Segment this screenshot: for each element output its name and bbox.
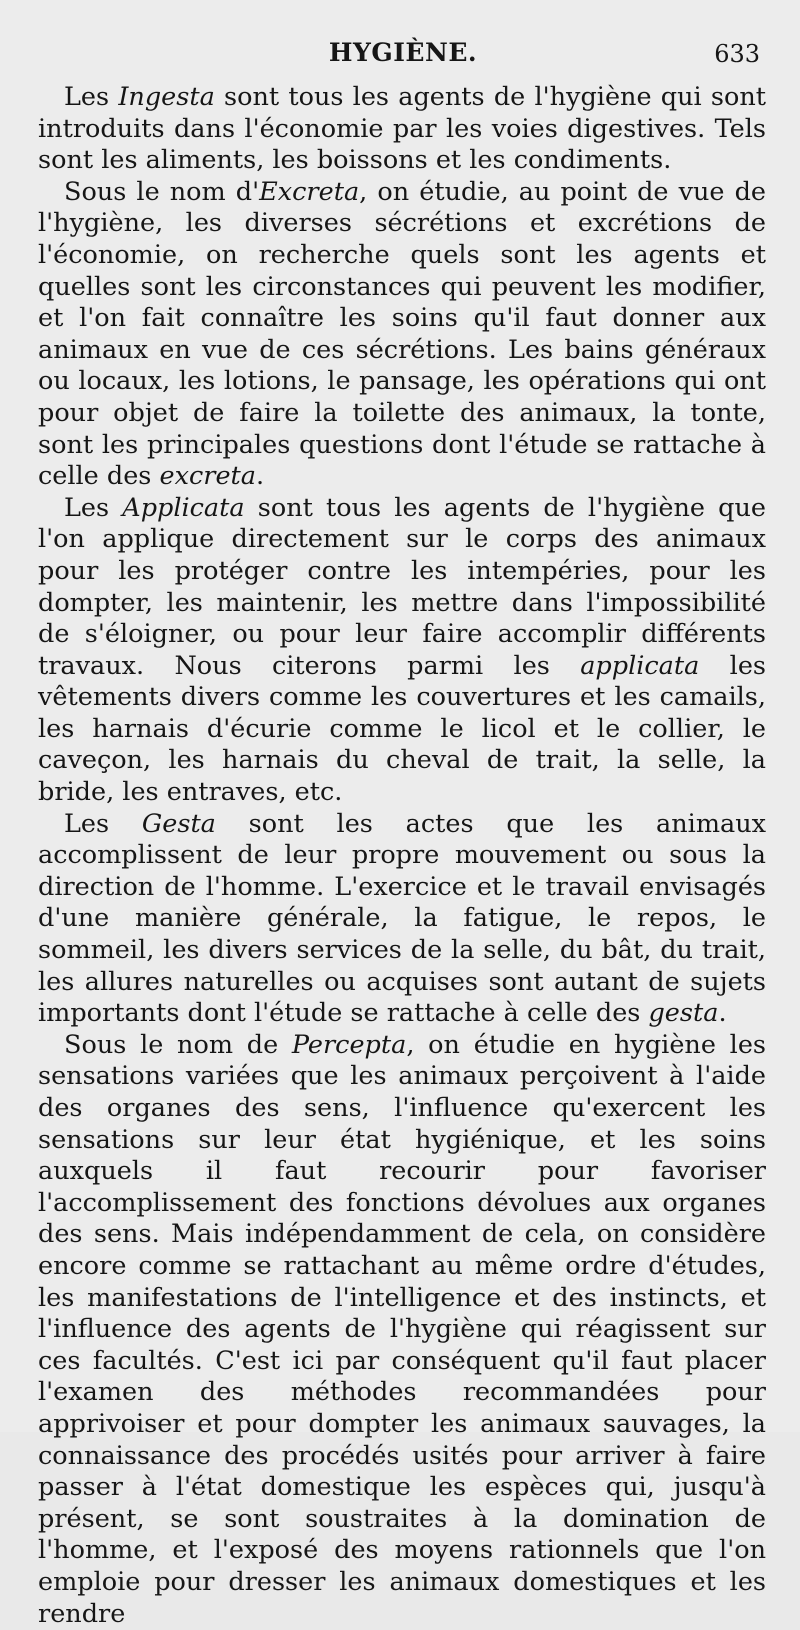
latin-term: Excreta xyxy=(259,176,360,207)
paragraph-ingesta xyxy=(38,82,766,177)
latin-term: Applicata xyxy=(122,492,245,523)
paragraph-text: . xyxy=(255,461,265,492)
paragraph-gesta xyxy=(38,809,766,1030)
paragraph-text: . xyxy=(718,998,727,1029)
page-number: 633 xyxy=(714,40,760,68)
paragraph-text: Les xyxy=(64,492,123,523)
paragraph-text: Les xyxy=(64,82,119,112)
latin-term: Percepta xyxy=(291,1029,407,1060)
page-header xyxy=(38,38,768,74)
paragraph-text: Les xyxy=(64,808,142,839)
paragraph-text: , on étudie, au point de vue de l'hygiène, les diverses sécrétions et excrétions de l'économie, on recherche quels sont les agents et quelles sont les circonstances qui peuvent les modifier, et l'on fait connaître les soins qu'il faut donner aux animaux en vue de ces sécrétions. Les bains généraux ou locaux, les lotions, le pansage, les opérations qui ont pour objet de faire la toilette des animaux, la tonte, sont les principales questions dont l'étude se rattache à celle des xyxy=(38,176,767,492)
paragraph-applicata xyxy=(38,493,766,809)
paragraph-text: Sous le nom de xyxy=(64,1029,292,1060)
paragraph-text: Sous le nom d' xyxy=(64,176,260,207)
paragraph-text: les vêtements divers comme les couvertures et les camails, les harnais d'écurie comme le licol et le collier, le caveçon, les harnais du cheval de trait, la selle, la bride, les entraves, etc. xyxy=(38,650,766,808)
latin-term: excreta xyxy=(159,461,256,492)
latin-term: Ingesta xyxy=(118,82,215,112)
paragraph-excreta xyxy=(38,177,766,493)
latin-term: Gesta xyxy=(141,808,216,839)
paragraph-text: sont tous les agents de l'hygiène que l'on applique directement sur le corps des animaux pour les protéger contre les intempéries, pour les dompter, les maintenir, les mettre dans l'impossibilité de s'éloigner, ou pour leur faire accomplir différents travaux. Nous citerons parmi les xyxy=(38,492,766,681)
paragraph-text: , on étudie en hygiène les sensations variées que les animaux perçoivent à l'aide des organes des sens, l'influence qu'exercent les sensations sur leur état hygiénique, et les soins auxquels il faut recourir pour favoriser l'accomplissement des fonctions dévolues aux organes des sens. Mais indépendamment de cela, on considère encore comme se rattachant au même ordre d'études, les manifestations de l'intelligence et des instincts, et l'influence des agents de l'hygiène qui réagissent sur ces facultés. C'est ici par conséquent qu'il faut placer l'examen des méthodes recommandées pour apprivoiser et pour dompter les animaux sauvages, la connaissance des procédés usités pour arriver à faire passer à l'état domestique les espèces qui, jusqu'à présent, se sont soustraites à la domination de l'homme, et l'exposé des moyens rationnels que l'on emploie pour dresser les animaux domestiques et les rendre xyxy=(38,1029,766,1629)
latin-term: applicata xyxy=(580,650,700,681)
latin-term: gesta xyxy=(648,998,719,1029)
running-title: HYGIÈNE. xyxy=(328,38,478,67)
body-text xyxy=(38,82,766,1630)
paragraph-text: sont les actes que les animaux accomplissent de leur propre mouvement ou sous la direction de l'homme. L'exercice et le travail envisagés d'une manière générale, la fatigue, le repos, le sommeil, les divers services de la selle, du bât, du trait, les allures naturelles ou acquises sont autant de sujets importants dont l'étude se rattache à celle des xyxy=(38,808,767,1029)
paragraph-percepta xyxy=(38,1030,766,1630)
paragraph-text: sont tous les agents de l'hygiène qui sont introduits dans l'économie par les voies digestives. Tels sont les aliments, les boissons et les condiments. xyxy=(38,82,767,176)
